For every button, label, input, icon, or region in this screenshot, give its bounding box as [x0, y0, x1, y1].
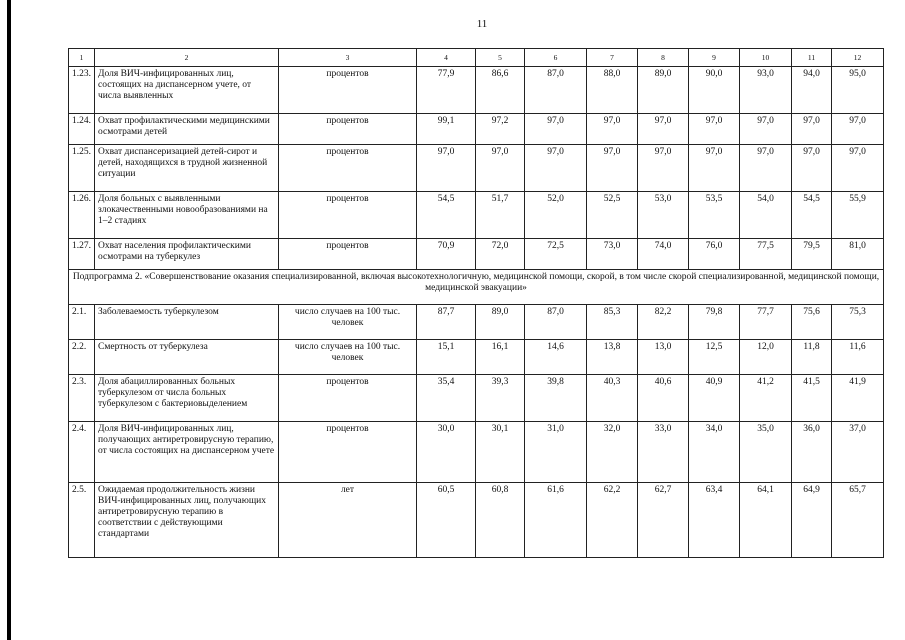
table-row	[69, 239, 884, 270]
row-value: 77,5	[740, 239, 792, 270]
row-indicator-name: Охват населения профилактическими осмотрами на туберкулез	[95, 239, 279, 270]
row-indicator-name: Охват диспансеризацией детей-сирот и детей, находящихся в трудной жизненной ситуации	[95, 145, 279, 192]
row-value: 85,3	[587, 305, 638, 340]
row-value: 52,5	[587, 192, 638, 239]
column-number: 1	[69, 49, 95, 67]
row-indicator-name: Заболеваемость туберкулезом	[95, 305, 279, 340]
row-value: 37,0	[832, 422, 884, 483]
row-value: 60,8	[476, 483, 525, 558]
row-value: 35,4	[417, 375, 476, 422]
row-value: 97,0	[525, 114, 587, 145]
column-number: 4	[417, 49, 476, 67]
row-value: 97,0	[740, 145, 792, 192]
scan-edge-bar	[7, 0, 11, 640]
column-number: 12	[832, 49, 884, 67]
row-value: 11,8	[792, 340, 832, 375]
row-value: 16,1	[476, 340, 525, 375]
row-unit: процентов	[279, 192, 417, 239]
row-value: 93,0	[740, 67, 792, 114]
row-value: 41,5	[792, 375, 832, 422]
row-value: 54,5	[417, 192, 476, 239]
subprogram-row	[69, 270, 884, 305]
table-row	[69, 340, 884, 375]
row-value: 13,0	[638, 340, 689, 375]
row-value: 72,0	[476, 239, 525, 270]
row-unit: процентов	[279, 375, 417, 422]
row-value: 97,0	[638, 114, 689, 145]
row-value: 97,2	[476, 114, 525, 145]
row-value: 31,0	[525, 422, 587, 483]
subprogram-2-title: Подпрограмма 2. «Совершенствование оказания специализированной, включая высокотехнологичную, медицинской помощи, скорой, в том числе скорой специализированной, медицинской помощи, медицинской эвакуации»	[69, 270, 884, 305]
row-value: 53,0	[638, 192, 689, 239]
row-indicator-name: Доля абациллированных больных туберкулезом от числа больных туберкулезом с бактериовыделением	[95, 375, 279, 422]
row-value: 52,0	[525, 192, 587, 239]
column-number: 2	[95, 49, 279, 67]
row-value: 82,2	[638, 305, 689, 340]
row-value: 51,7	[476, 192, 525, 239]
row-value: 63,4	[689, 483, 740, 558]
row-value: 12,0	[740, 340, 792, 375]
column-number: 6	[525, 49, 587, 67]
row-value: 11,6	[832, 340, 884, 375]
row-code: 2.2.	[69, 340, 95, 375]
row-value: 97,0	[792, 145, 832, 192]
row-value: 97,0	[740, 114, 792, 145]
table-row	[69, 483, 884, 558]
row-value: 97,0	[832, 145, 884, 192]
row-indicator-name: Охват профилактическими медицинскими осмотрами детей	[95, 114, 279, 145]
table-row	[69, 192, 884, 239]
row-unit: процентов	[279, 145, 417, 192]
row-value: 35,0	[740, 422, 792, 483]
row-value: 79,8	[689, 305, 740, 340]
indicators-table	[68, 48, 884, 558]
row-value: 79,5	[792, 239, 832, 270]
row-value: 97,0	[792, 114, 832, 145]
row-code: 1.25.	[69, 145, 95, 192]
row-value: 97,0	[417, 145, 476, 192]
row-value: 70,9	[417, 239, 476, 270]
row-unit: процентов	[279, 239, 417, 270]
row-value: 97,0	[587, 114, 638, 145]
row-value: 64,9	[792, 483, 832, 558]
row-value: 97,0	[587, 145, 638, 192]
row-code: 1.26.	[69, 192, 95, 239]
row-value: 94,0	[792, 67, 832, 114]
row-value: 95,0	[832, 67, 884, 114]
row-value: 62,7	[638, 483, 689, 558]
table-row	[69, 114, 884, 145]
column-number: 3	[279, 49, 417, 67]
row-indicator-name: Смертность от туберкулеза	[95, 340, 279, 375]
row-unit: процентов	[279, 422, 417, 483]
table-row	[69, 67, 884, 114]
row-value: 73,0	[587, 239, 638, 270]
row-value: 88,0	[587, 67, 638, 114]
row-code: 1.24.	[69, 114, 95, 145]
row-value: 54,0	[740, 192, 792, 239]
row-value: 61,6	[525, 483, 587, 558]
row-value: 41,9	[832, 375, 884, 422]
row-value: 40,6	[638, 375, 689, 422]
row-unit: число случаев на 100 тыс. человек	[279, 305, 417, 340]
row-value: 97,0	[525, 145, 587, 192]
row-value: 86,6	[476, 67, 525, 114]
row-value: 30,1	[476, 422, 525, 483]
row-value: 90,0	[689, 67, 740, 114]
column-number: 11	[792, 49, 832, 67]
row-value: 30,0	[417, 422, 476, 483]
row-code: 1.23.	[69, 67, 95, 114]
row-value: 97,0	[689, 145, 740, 192]
row-indicator-name: Доля ВИЧ-инфицированных лиц, состоящих на диспансерном учете, от числа выявленных	[95, 67, 279, 114]
row-value: 75,6	[792, 305, 832, 340]
row-value: 41,2	[740, 375, 792, 422]
row-unit: число случаев на 100 тыс. человек	[279, 340, 417, 375]
row-value: 99,1	[417, 114, 476, 145]
table-row	[69, 422, 884, 483]
page-number: 11	[476, 18, 488, 30]
row-unit: лет	[279, 483, 417, 558]
row-value: 39,8	[525, 375, 587, 422]
column-numbers-row	[69, 49, 884, 67]
row-value: 32,0	[587, 422, 638, 483]
row-value: 72,5	[525, 239, 587, 270]
column-number: 7	[587, 49, 638, 67]
row-value: 39,3	[476, 375, 525, 422]
column-number: 9	[689, 49, 740, 67]
row-value: 36,0	[792, 422, 832, 483]
row-value: 62,2	[587, 483, 638, 558]
row-value: 97,0	[638, 145, 689, 192]
table-row	[69, 305, 884, 340]
row-value: 87,0	[525, 67, 587, 114]
column-number: 8	[638, 49, 689, 67]
column-number: 5	[476, 49, 525, 67]
row-value: 54,5	[792, 192, 832, 239]
column-number: 10	[740, 49, 792, 67]
row-indicator-name: Доля больных с выявленными злокачественными новообразованиями на 1–2 стадиях	[95, 192, 279, 239]
row-value: 60,5	[417, 483, 476, 558]
row-value: 76,0	[689, 239, 740, 270]
row-code: 2.1.	[69, 305, 95, 340]
row-code: 1.27.	[69, 239, 95, 270]
row-value: 15,1	[417, 340, 476, 375]
row-value: 74,0	[638, 239, 689, 270]
row-value: 75,3	[832, 305, 884, 340]
row-value: 53,5	[689, 192, 740, 239]
row-code: 2.3.	[69, 375, 95, 422]
row-value: 34,0	[689, 422, 740, 483]
row-value: 81,0	[832, 239, 884, 270]
table-row	[69, 375, 884, 422]
row-value: 87,7	[417, 305, 476, 340]
row-value: 87,0	[525, 305, 587, 340]
table-row	[69, 145, 884, 192]
row-unit: процентов	[279, 114, 417, 145]
row-value: 14,6	[525, 340, 587, 375]
row-value: 13,8	[587, 340, 638, 375]
row-value: 55,9	[832, 192, 884, 239]
row-value: 64,1	[740, 483, 792, 558]
row-value: 89,0	[638, 67, 689, 114]
row-value: 77,9	[417, 67, 476, 114]
row-value: 12,5	[689, 340, 740, 375]
row-value: 97,0	[476, 145, 525, 192]
row-value: 97,0	[689, 114, 740, 145]
row-value: 65,7	[832, 483, 884, 558]
row-value: 89,0	[476, 305, 525, 340]
row-value: 33,0	[638, 422, 689, 483]
row-value: 40,3	[587, 375, 638, 422]
row-indicator-name: Доля ВИЧ-инфицированных лиц, получающих антиретровирусную терапию, от числа состоящих на диспансерном учете	[95, 422, 279, 483]
row-value: 40,9	[689, 375, 740, 422]
row-code: 2.4.	[69, 422, 95, 483]
row-unit: процентов	[279, 67, 417, 114]
row-indicator-name: Ожидаемая продолжительность жизни ВИЧ-инфицированных лиц, получающих антиретровирусную терапию в соответствии с действующими стандартами	[95, 483, 279, 558]
row-code: 2.5.	[69, 483, 95, 558]
row-value: 97,0	[832, 114, 884, 145]
row-value: 77,7	[740, 305, 792, 340]
